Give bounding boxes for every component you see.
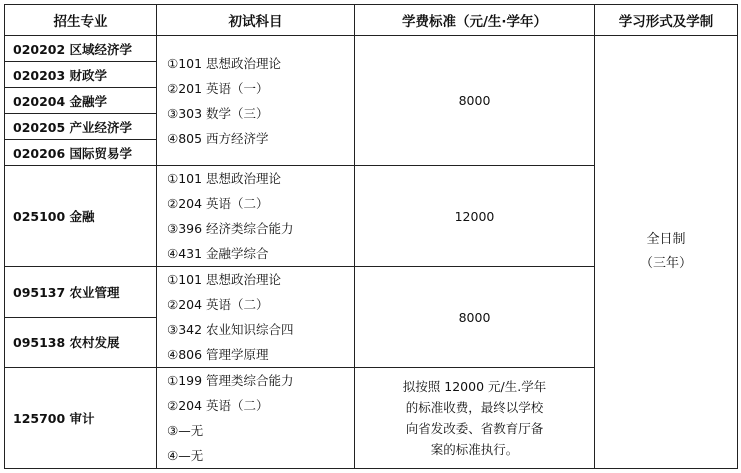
fee-cell: 12000	[355, 166, 595, 267]
major-cell: 025100 金融	[5, 166, 157, 267]
subjects-cell	[157, 36, 355, 166]
table-row	[5, 36, 738, 62]
subjects-cell	[157, 368, 355, 469]
fee-note-line: 的标准收费，最终以学校	[405, 400, 544, 415]
major-cell: 020203 财政学	[5, 62, 157, 88]
subject-item: ④—无	[167, 448, 204, 463]
major-cell: 125700 审计	[5, 368, 157, 469]
subject-item: ④806 管理学原理	[167, 347, 269, 362]
subject-item: ②204 英语（二）	[167, 196, 269, 211]
study-form-label: 全日制	[646, 232, 686, 247]
subject-item: ③342 农业知识综合四	[167, 322, 294, 337]
fee-note-line: 拟按照 12000 元/生.学年	[402, 379, 547, 394]
subject-item: ②204 英语（二）	[167, 398, 269, 413]
fee-note-line: 案的标准执行。	[430, 442, 519, 457]
header-study-form: 学习形式及学制	[595, 5, 738, 36]
header-fee: 学费标准（元/生·学年）	[355, 5, 595, 36]
major-cell: 095137 农业管理	[5, 267, 157, 318]
study-form-cell	[595, 36, 738, 469]
subjects-cell	[157, 166, 355, 267]
subject-item: ④805 西方经济学	[167, 130, 269, 146]
fee-cell: 8000	[355, 36, 595, 166]
fee-cell: 8000	[355, 267, 595, 368]
subject-item: ③—无	[167, 423, 204, 438]
major-cell: 020206 国际贸易学	[5, 140, 157, 166]
subject-item: ③396 经济类综合能力	[167, 221, 294, 236]
major-cell: 020202 区域经济学	[5, 36, 157, 62]
major-cell: 020204 金融学	[5, 88, 157, 114]
subject-item: ①101 思想政治理论	[167, 272, 282, 287]
subject-item: ④431 金融学综合	[167, 246, 269, 261]
subject-item: ②201 英语（一）	[167, 80, 269, 96]
subjects-cell	[157, 267, 355, 368]
subject-item: ③303 数学（三）	[167, 105, 269, 121]
study-duration-label: （三年）	[639, 256, 692, 271]
admissions-table	[4, 4, 738, 469]
subject-item: ①101 思想政治理论	[167, 171, 282, 186]
header-row	[5, 5, 738, 36]
subject-item: ②204 英语（二）	[167, 297, 269, 312]
subject-item: ①101 思想政治理论	[167, 55, 282, 71]
header-major: 招生专业	[5, 5, 157, 36]
fee-note-line: 向省发改委、省教育厅备	[405, 421, 544, 436]
subject-item: ①199 管理类综合能力	[167, 373, 294, 388]
fee-note-cell	[355, 368, 595, 469]
major-cell: 020205 产业经济学	[5, 114, 157, 140]
header-subjects: 初试科目	[157, 5, 355, 36]
major-cell: 095138 农村发展	[5, 317, 157, 368]
